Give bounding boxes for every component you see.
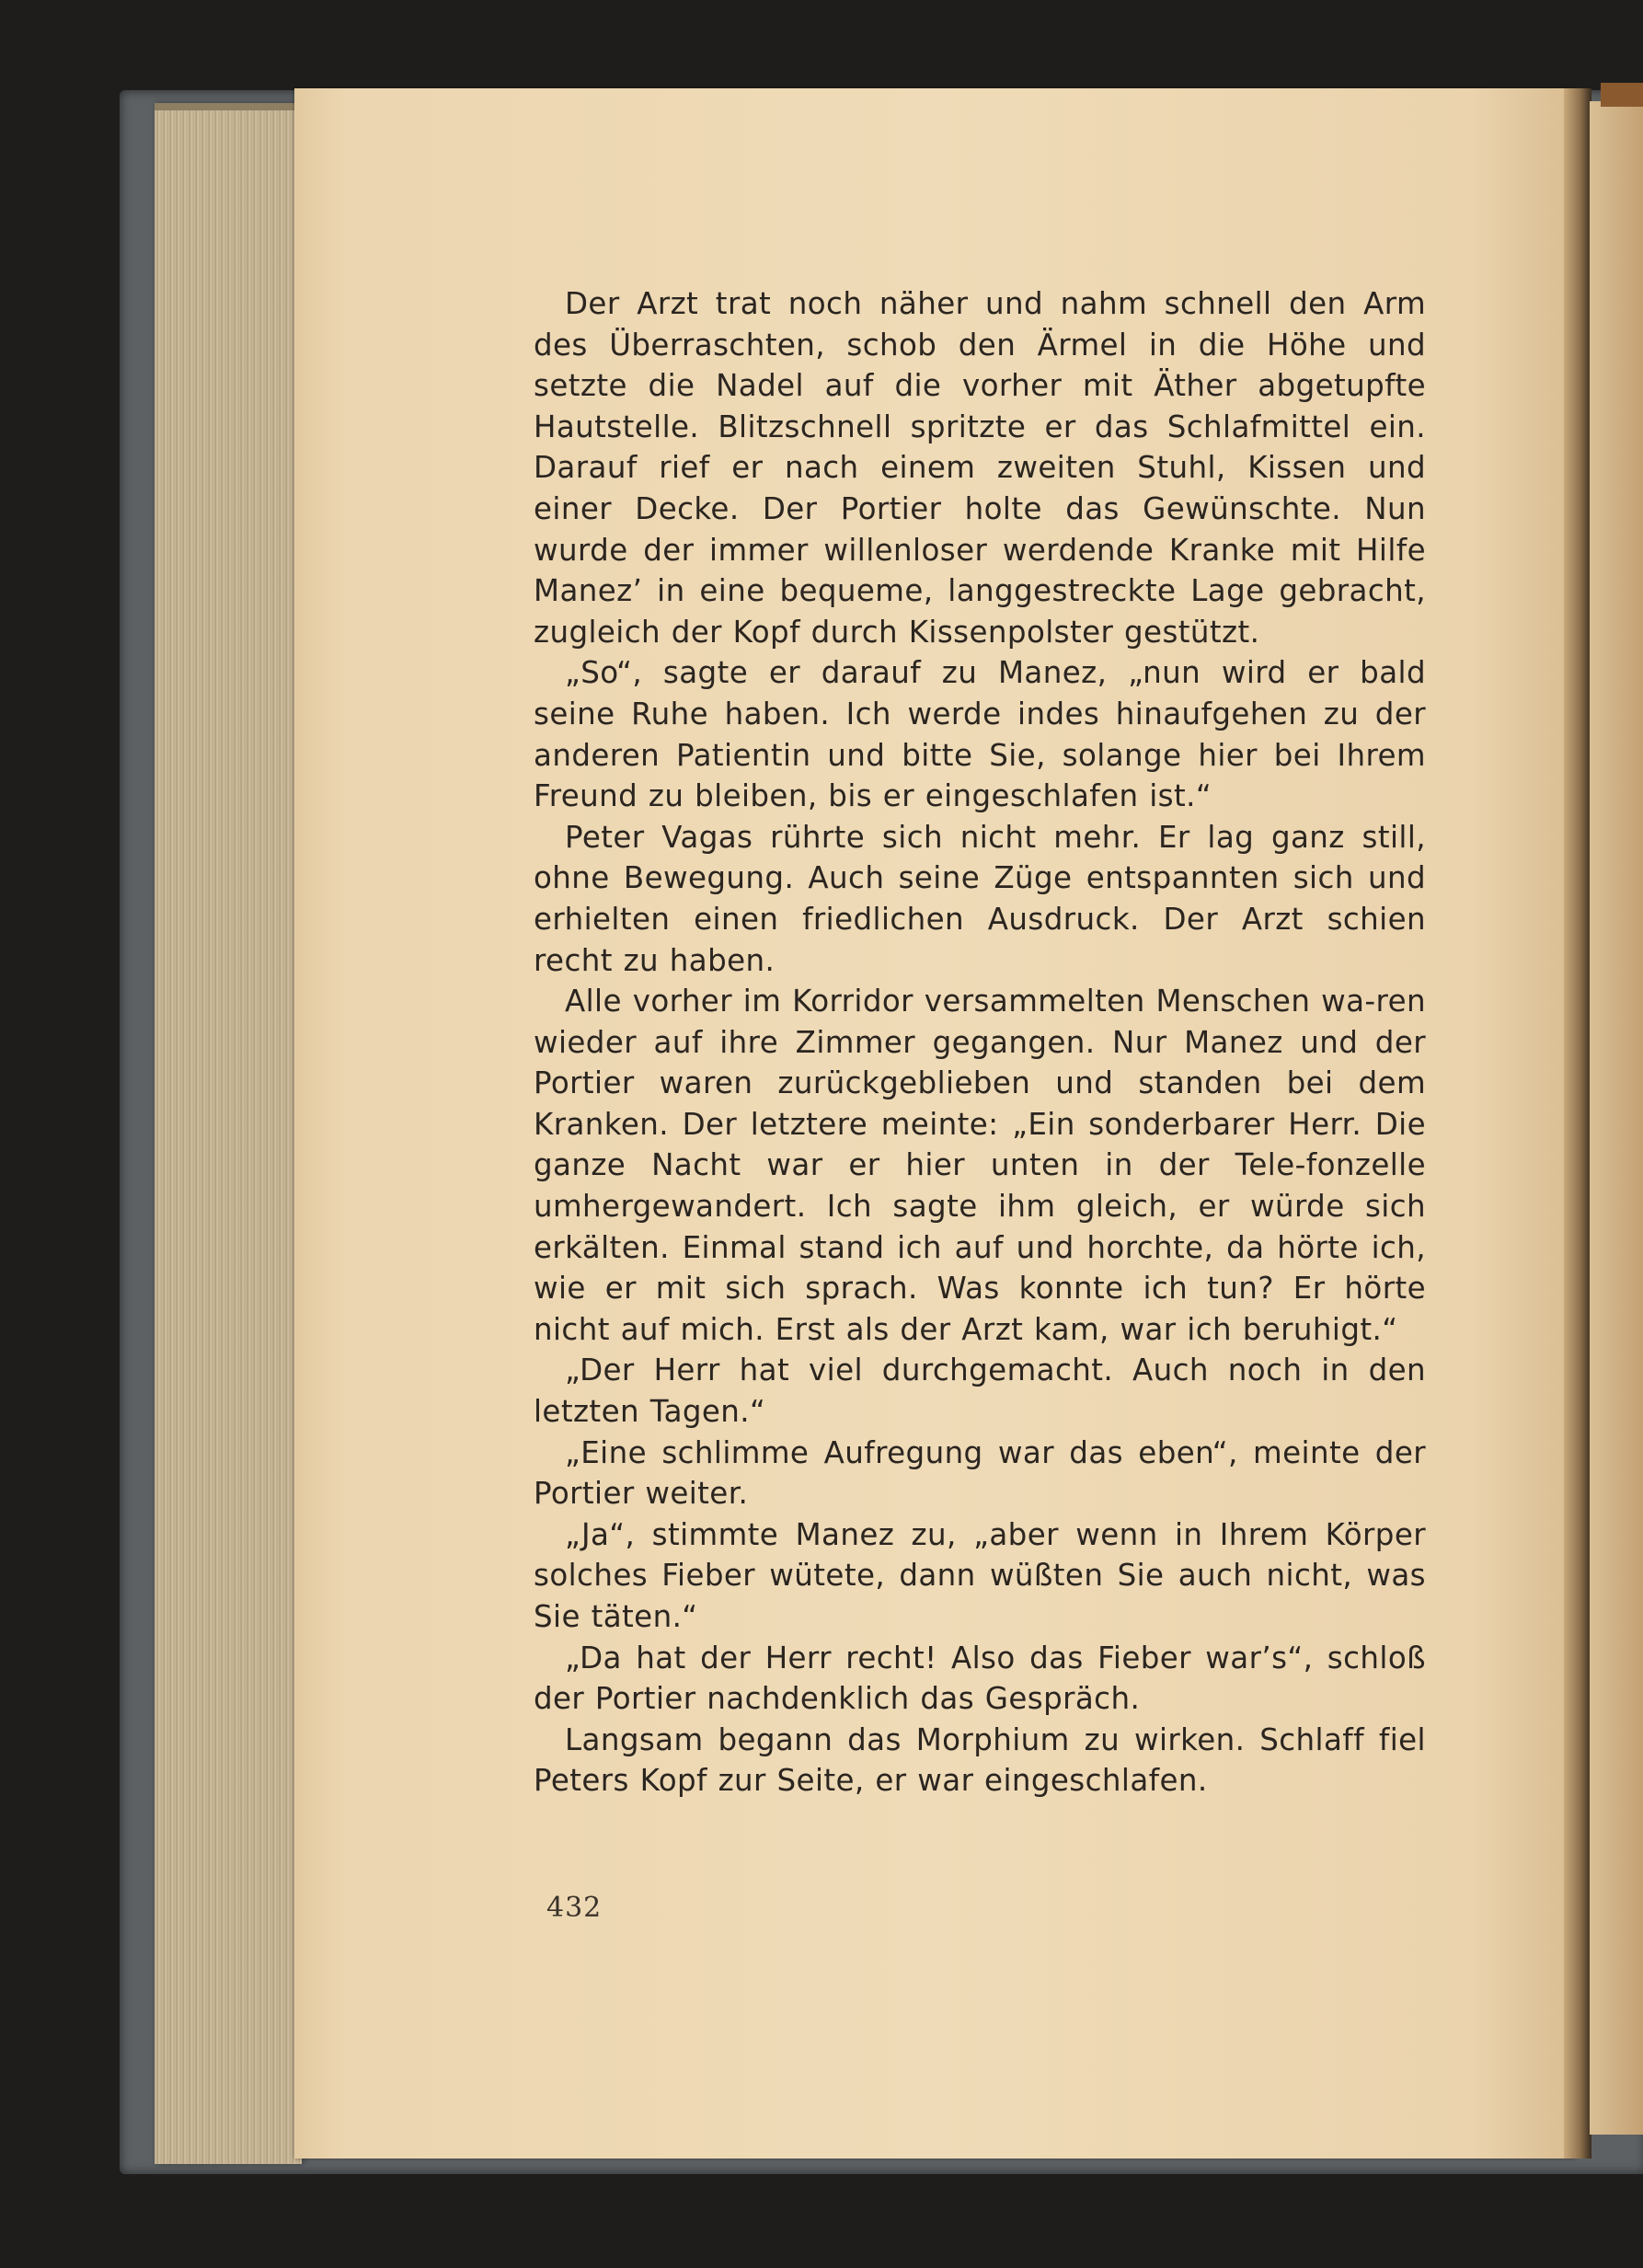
- paragraph: Alle vorher im Korridor versammelten Menschen wa-ren wieder auf ihre Zimmer gegangen. Nur Manez und der Portier waren zurückgeblieben und standen bei dem Kranken. Der letztere meinte: „Ein sonderbarer Herr. Die ganze Nacht war er hier unten in der Tele-fonzelle umhergewandert. Ich sagte ihm gleich, er würde sich erkälten. Einmal stand ich auf und horchte, da hörte ich, wie er mit sich sprach. Was konnte ich tun? Er hörte nicht auf mich. Erst als der Arzt kam, war ich beruhigt.“: [534, 984, 1426, 1347]
- facing-page-top-edge: [1601, 83, 1643, 107]
- paragraph: Der Arzt trat noch näher und nahm schnell den Arm des Überraschten, schob den Ärmel in die Höhe und setzte die Nadel auf die vorher mit Äther abgetupfte Hautstelle. Blitzschnell spritzte er das Schlafmittel ein. Darauf rief er nach einem zweiten Stuhl, Kissen und einer Decke. Der Portier holte das Gewünschte. Nun wurde der immer willenloser werdende Kranke mit Hilfe Manez’ in eine bequeme, langgestreckte Lage gebracht, zugleich der Kopf durch Kissenpolster gestützt.: [534, 286, 1426, 650]
- page-block-top: [155, 103, 302, 110]
- paragraph: Langsam begann das Morphium zu wirken. Schlaff fiel Peters Kopf zur Seite, er war eingeschlafen.: [534, 1721, 1426, 1799]
- book-gutter: [1564, 88, 1591, 2159]
- page-text: [534, 283, 1426, 1802]
- paragraph: Peter Vagas rührte sich nicht mehr. Er lag ganz still, ohne Bewegung. Auch seine Züge entspannten sich und erhielten einen friedlichen Ausdruck. Der Arzt schien recht zu haben.: [534, 819, 1426, 978]
- paragraph: „Ja“, stimmte Manez zu, „aber wenn in Ihrem Körper solches Fieber wütete, dann wüßten Sie auch nicht, was Sie täten.“: [534, 1516, 1426, 1634]
- paragraph: „Da hat der Herr recht! Also das Fieber war’s“, schloß der Portier nachdenklich das Gespräch.: [534, 1640, 1426, 1717]
- paragraph: „Der Herr hat viel durchgemacht. Auch noch in den letzten Tagen.“: [534, 1353, 1426, 1430]
- paragraph: „Eine schlimme Aufregung war das eben“, meinte der Portier weiter.: [534, 1434, 1426, 1512]
- facing-page-edge: [1590, 101, 1643, 2135]
- page-block-edges: [155, 103, 302, 2164]
- page-number: 432: [546, 1892, 603, 1924]
- paragraph: „So“, sagte er darauf zu Manez, „nun wird er bald seine Ruhe haben. Ich werde indes hinaufgehen zu der anderen Patientin und bitte Sie, solange hier bei Ihrem Freund zu bleiben, bis er eingeschlafen ist.“: [534, 655, 1426, 814]
